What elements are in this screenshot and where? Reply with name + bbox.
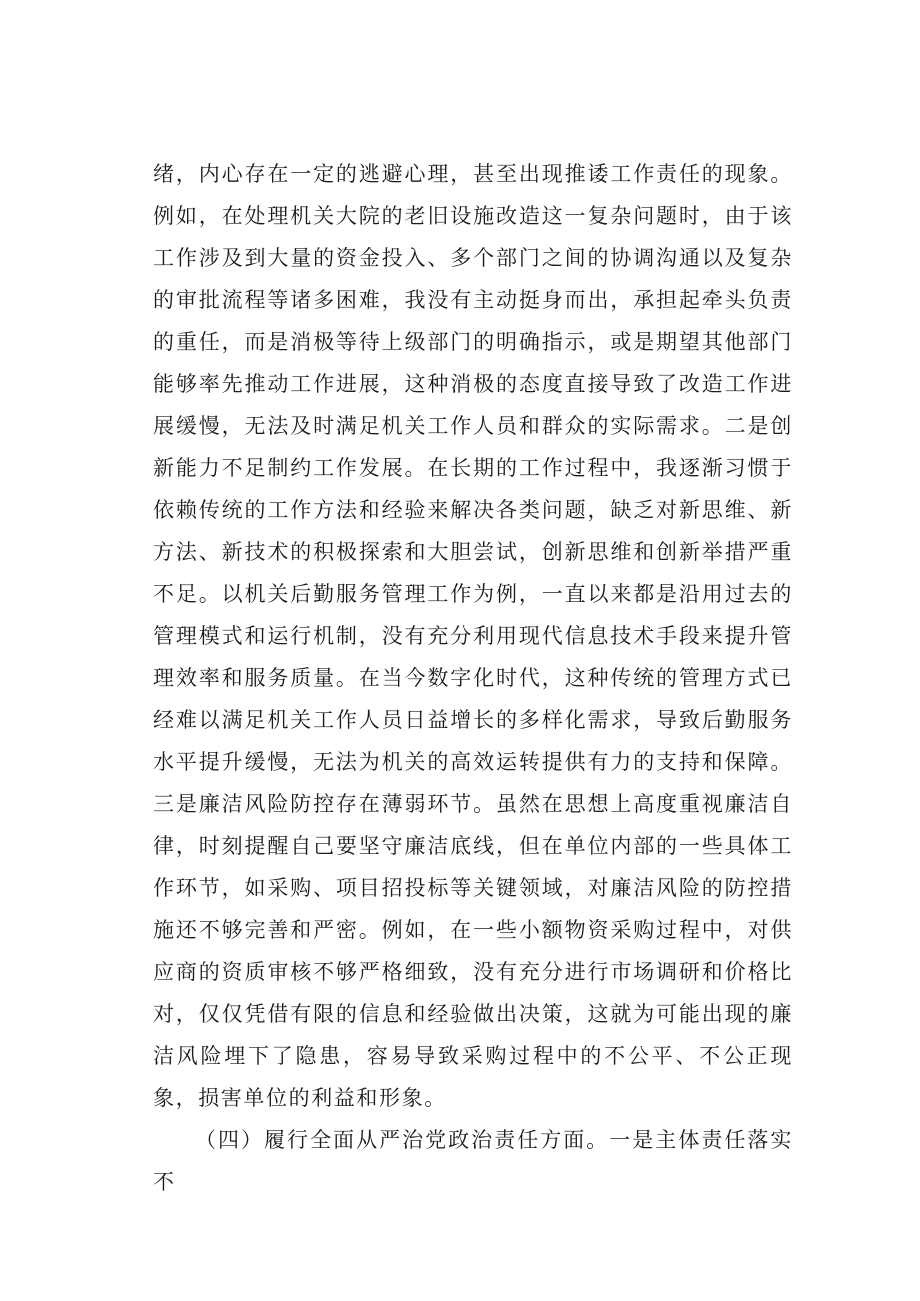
paragraph-section-four: （四）履行全面从严治党政治责任方面。一是主体责任落实不 (153, 1128, 793, 1194)
paragraph-continuation: 绪，内心存在一定的逃避心理，甚至出现推诿工作责任的现象。例如，在处理机关大院的老旧设施改造这一复杂问题时，由于该工作涉及到大量的资金投入、多个部门之间的协调沟通以及复杂的审批流程等诸多困难，我没有主动挺身而出，承担起牵头负责的重任，而是消极等待上级部门的明确指示，或是期望其他部门能够率先推动工作进展，这种消极的态度直接导致了改造工作进展缓慢，无法及时满足机关工作人员和群众的实际需求。二是创新能力不足制约工作发展。在长期的工作过程中，我逐渐习惯于依赖传统的工作方法和经验来解决各类问题，缺乏对新思维、新方法、新技术的积极探索和大胆尝试，创新思维和创新举措严重不足。以机关后勤服务管理工作为例，一直以来都是沿用过去的管理模式和运行机制，没有充分利用现代信息技术手段来提升管理效率和服务质量。在当今数字化时代，这种传统的管理方式已经难以满足机关工作人员日益增长的多样化需求，导致后勤服务水平提升缓慢，无法为机关的高效运转提供有力的支持和保障。三是廉洁风险防控存在薄弱环节。虽然在思想上高度重视廉洁自律，时刻提醒自己要坚守廉洁底线，但在单位内部的一些具体工作环节，如采购、项目招投标等关键领域，对廉洁风险的防控措施还不够完善和严密。例如，在一些小额物资采购过程中，对供应商的资质审核不够严格细致，没有充分进行市场调研和价格比对，仅仅凭借有限的信息和经验做出决策，这就为可能出现的廉洁风险埋下了隐患，容易导致采购过程中的不公平、不公正现象，损害单位的利益和形象。 (153, 162, 793, 1110)
document-body (153, 153, 793, 1203)
